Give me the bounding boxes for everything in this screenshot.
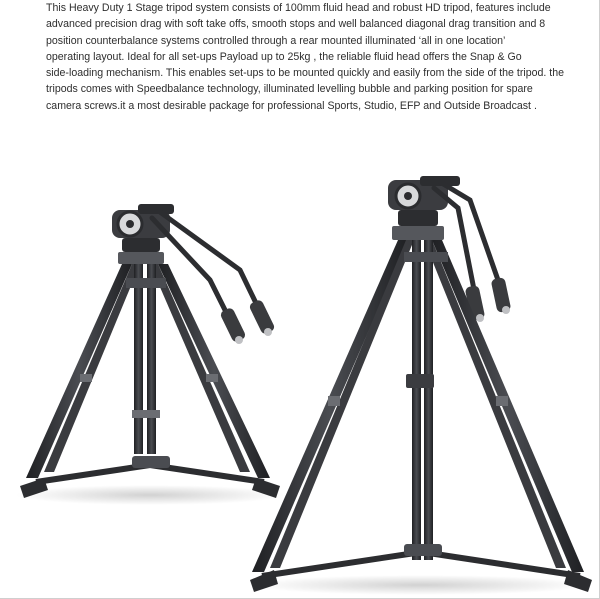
product-description: This Heavy Duty 1 Stage tripod system consists of 100mm fluid head and robust HD tripod, features include advanced precision drag with soft take offs, smooth stops and well balanced diagonal drag transition and 8 position counterbalance systems controlled through a rear mounted illuminated ‘all in one location’ operating layout. Ideal for all set-ups Payload up to 25kg , the reliable fluid head offers the Snap & Go side-loading mechanism. This enables set-ups to be mounted quickly and easily from the side of the tripod. the tripods comes with Speedbalance technology, illuminated levelling bubble and parking position for spare camera screws.it a most desirable package for professional Sports, Studio, EFP and Outside Broadcast . [46,2,565,112]
product-photos [0,160,600,599]
right-tripod-image [250,176,592,595]
right-tripod-legs [252,240,584,572]
left-tripod-legs [26,264,270,478]
left-tripod-image [15,204,285,505]
